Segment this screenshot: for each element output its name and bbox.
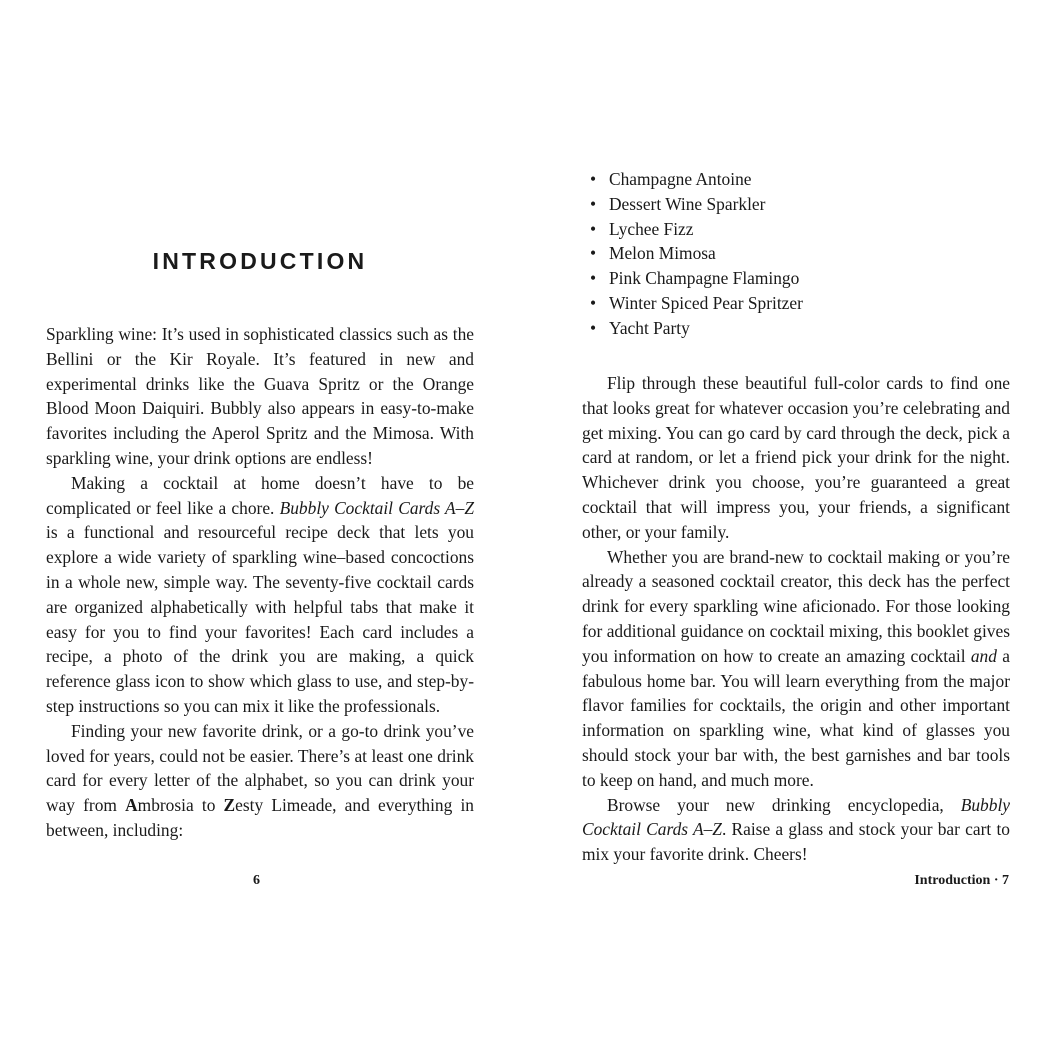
- drink-name: Champagne Antoine: [609, 169, 752, 189]
- bullet-icon: •: [590, 169, 597, 189]
- bullet-icon: •: [590, 193, 597, 214]
- paragraph-text: is a functional and resourceful recipe deck that lets you explore a wide variety of sparkling wine–based concoctions in a whole new, simple way. The seventy-five cocktail cards are organized alphabetically with helpful tabs that make it easy for you to find your favorites! Each card includes a recipe, a photo of the drink you are making, a quick reference glass icon to show which glass to use, and step-by-step instructions so you can mix it like the professionals.: [46, 522, 474, 716]
- list-item: [590, 316, 803, 341]
- paragraph-text: . Raise a glass and stock your bar cart to mix your favorite drink. Cheers!: [582, 819, 1010, 865]
- list-item: [590, 266, 803, 291]
- bullet-icon: •: [590, 268, 597, 289]
- list-item: [590, 192, 803, 217]
- drink-name: Dessert Wine Sparkler: [609, 193, 766, 214]
- drink-name: Melon Mimosa: [609, 243, 716, 264]
- book-title-italic: Bubbly Cocktail Cards A–Z: [279, 497, 474, 518]
- paragraph-text: Flip through these beautiful full-color cards to find one that looks great for whatever occasion you’re celebrating and get mixing. You can go card by card through the deck, pick a card at random, or let a friend pick your drink for the night. Whichever drink you choose, you’re guaranteed a great cocktail that will impress you, your friends, a significant other, or your family.: [582, 373, 1010, 542]
- list-item: [590, 291, 803, 316]
- right-body-text: [582, 371, 1010, 867]
- right-page: [527, 0, 1054, 1054]
- list-item: [590, 241, 803, 266]
- paragraph-text: Making a cocktail at home doesn’t have to be complicated or feel like a chore.: [46, 472, 474, 518]
- intro-paragraph-3: [46, 719, 474, 843]
- drink-list: [590, 167, 803, 341]
- list-item: [590, 217, 803, 242]
- intro-paragraph-4: [582, 371, 1010, 545]
- bullet-icon: •: [590, 243, 597, 264]
- paragraph-text: Whether you are brand-new to cocktail making or you’re already a seasoned cocktail creator, this deck has the perfect drink for every sparkling wine aficionado. For those looking for additional guidance on cocktail mixing, this booklet gives you information on how to create an amazing cocktail: [582, 546, 1010, 666]
- intro-paragraph-6: [582, 793, 1010, 867]
- book-title-italic: Bubbly Cocktail Cards A–Z: [582, 794, 1010, 840]
- paragraph-text: esty Limeade, and everything in between, including:: [46, 795, 474, 840]
- chapter-heading: INTRODUCTION: [152, 248, 368, 274]
- bold-letter-a: A: [125, 795, 138, 816]
- paragraph-text: Finding your new favorite drink, or a go-to drink you’ve loved for years, could not be easier. There’s at least one drink card for every letter of the alphabet, so you can drink your way from: [46, 720, 474, 816]
- bullet-icon: •: [590, 218, 597, 239]
- bold-letter-z: Z: [223, 795, 236, 816]
- emphasis-italic: and: [970, 645, 997, 666]
- intro-paragraph-2: [46, 471, 474, 719]
- paragraph-text: a fabulous home bar. You will learn everything from the major flavor families for cocktails, the origin and other important information on sparkling wine, what kind of glasses you should stock your bar with, the best garnishes and bar tools to keep on hand, and much more.: [582, 645, 1010, 790]
- paragraph-text: Browse your new drinking encyclopedia,: [607, 794, 961, 815]
- bullet-icon: •: [590, 317, 597, 338]
- paragraph-text: Sparkling wine: It’s used in sophisticated classics such as the Bellini or the Kir Royale. It’s featured in new and experimental drinks like the Guava Spritz or the Orange Blood Moon Daiquiri. Bubbly also appears in easy-to-make favorites including the Aperol Spritz and the Mimosa. With sparkling wine, your drink options are endless!: [46, 324, 474, 468]
- drink-name: Winter Spiced Pear Spritzer: [609, 292, 803, 313]
- left-body-text: [46, 322, 474, 843]
- running-footer-right: Introduction · 7: [914, 873, 1009, 888]
- list-item: [590, 167, 803, 192]
- intro-paragraph-1: [46, 322, 474, 471]
- page-number-left: 6: [253, 873, 260, 888]
- intro-paragraph-5: [582, 545, 1010, 793]
- drink-name: Lychee Fizz: [609, 218, 694, 239]
- bullet-icon: •: [590, 292, 597, 313]
- paragraph-text: mbrosia to: [137, 795, 224, 816]
- drink-name: Pink Champagne Flamingo: [609, 268, 800, 289]
- drink-name: Yacht Party: [609, 317, 690, 338]
